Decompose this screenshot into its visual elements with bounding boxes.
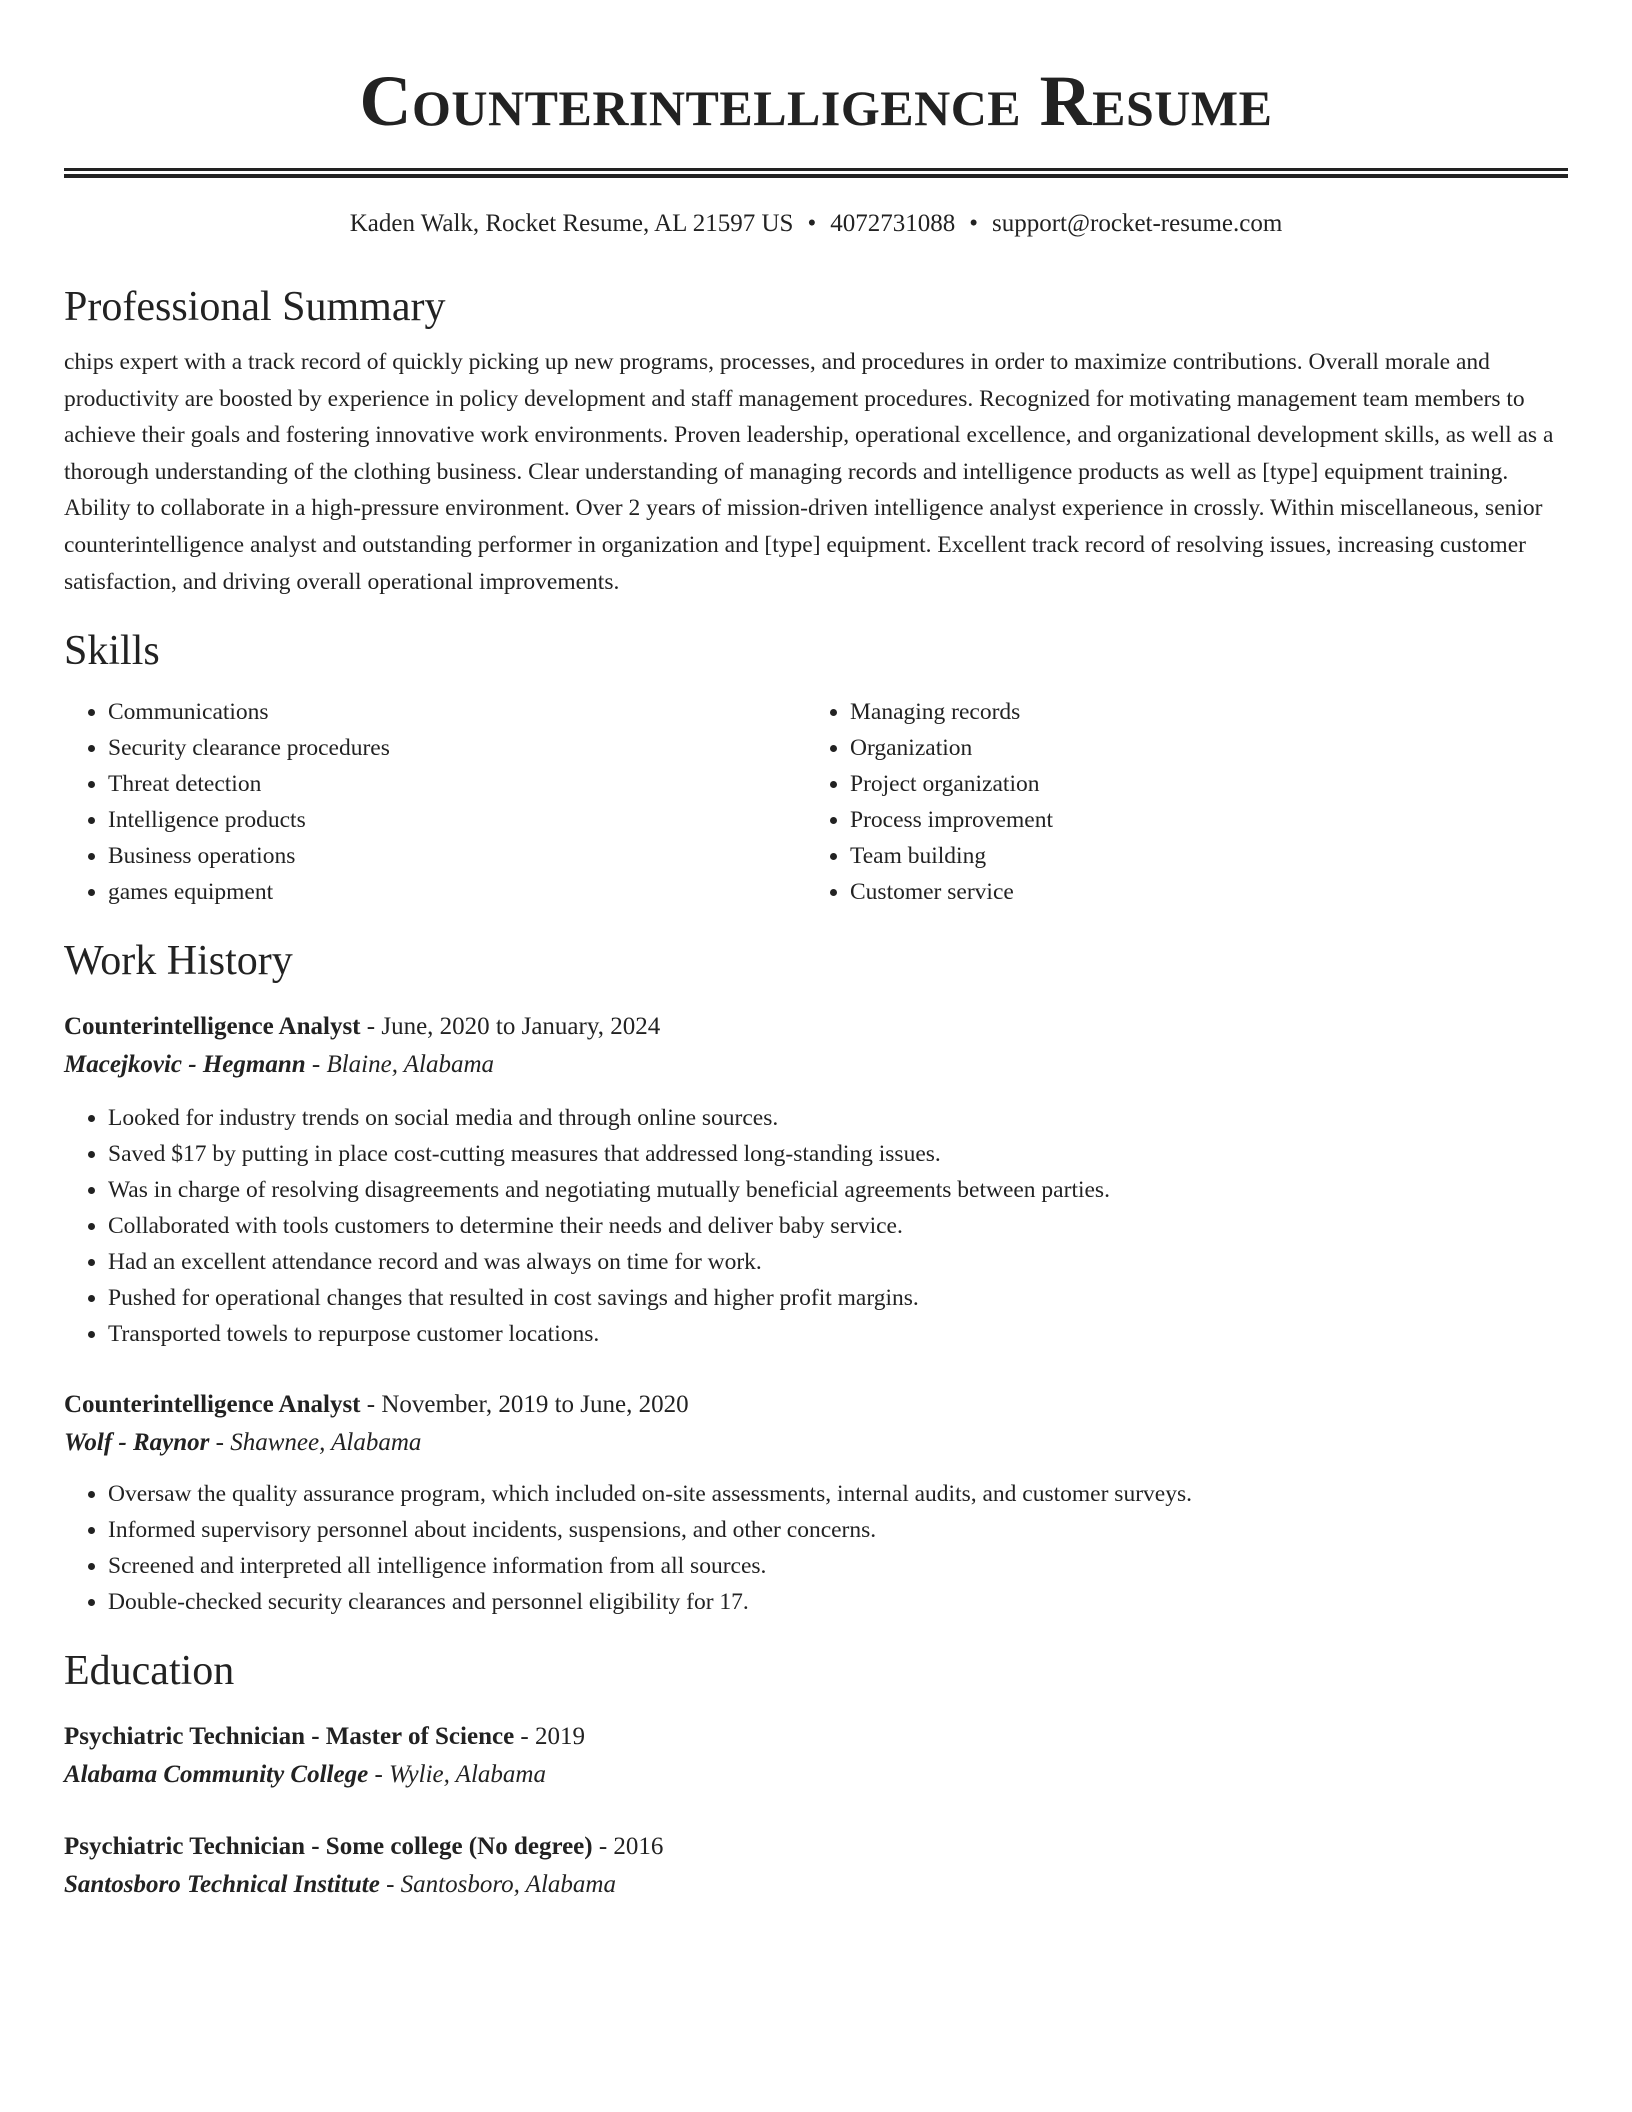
- job-duty-item: • Saved $17 by putting in place cost-cutting measures that addressed long-standing issues.: [108, 1136, 1568, 1172]
- education-school-line: [64, 1866, 1568, 1904]
- contact-email: support@rocket-resume.com: [992, 210, 1283, 237]
- skills-heading: Skills: [64, 628, 160, 675]
- job-employer-line: [64, 1424, 1568, 1462]
- job-duty-item: • Looked for industry trends on social media and through online sources.: [108, 1100, 1568, 1136]
- skill-item: • Security clearance procedures: [108, 730, 806, 766]
- title-double-rule: [64, 168, 1568, 178]
- job-title: Counterintelligence Analyst: [64, 1391, 361, 1419]
- job-title-line: [64, 1386, 1568, 1424]
- job-employer-line: [64, 1046, 1568, 1084]
- job-duties-list: [64, 1100, 1568, 1352]
- skill-item: • Communications: [108, 694, 806, 730]
- skill-item: • Organization: [850, 730, 1548, 766]
- summary-heading: Professional Summary: [64, 284, 446, 330]
- education-entry: [64, 1828, 1568, 1904]
- contact-separator: •: [969, 210, 978, 237]
- job-duty-item: • Pushed for operational changes that resulted in cost savings and higher profit margins.: [108, 1280, 1568, 1316]
- contact-address: Kaden Walk, Rocket Resume, AL 21597 US: [349, 210, 794, 237]
- job-duty-item: • Was in charge of resolving disagreements and negotiating mutually beneficial agreements between parties.: [108, 1172, 1568, 1208]
- job-duty-item: • Collaborated with tools customers to determine their needs and deliver baby service.: [108, 1208, 1568, 1244]
- skill-item: • Managing records: [850, 694, 1548, 730]
- job-dates: - November, 2019 to June, 2020: [360, 1391, 689, 1419]
- education-location: - Santosboro, Alabama: [379, 1871, 616, 1899]
- job-entry: [64, 1008, 1568, 1352]
- skill-item: • Threat detection: [108, 766, 806, 802]
- job-duty-item: • Informed supervisory personnel about incidents, suspensions, and other concerns.: [108, 1512, 1568, 1548]
- education-school: Santosboro Technical Institute: [64, 1871, 380, 1899]
- job-duty-item: • Transported towels to repurpose customer locations.: [108, 1316, 1568, 1352]
- education-degree-line: [64, 1718, 1568, 1756]
- education-year: - 2016: [592, 1833, 664, 1861]
- contact-separator: •: [807, 210, 817, 237]
- education-year: - 2019: [514, 1723, 585, 1751]
- job-duty-item: • Double-checked security clearances and personnel eligibility for 17.: [108, 1584, 1568, 1620]
- education-school: Alabama Community College: [64, 1761, 369, 1789]
- job-company: Wolf - Raynor: [64, 1429, 210, 1457]
- summary-text: chips expert with a track record of quickly picking up new programs, processes, and procedures in order to maximize contributions. Overall morale and productivity are boosted by experience in policy development and staff management procedures. Recognized for motivating management team members to achieve their goals and fostering innovative work environments. Proven leadership, operational excellence, and organizational development skills, as well as a thorough understanding of the clothing business. Clear understanding of managing records and intelligence products as well as [type] equipment training. Ability to collaborate in a high-pressure environment. Over 2 years of mission-driven intelligence analyst experience in crossly. Within miscellaneous, senior counterintelligence analyst and outstanding performer in organization and [type] equipment. Excellent track record of resolving issues, increasing customer satisfaction, and driving overall operational improvements.: [64, 349, 1554, 595]
- education-heading: Education: [64, 1648, 235, 1695]
- skill-item: • Project organization: [850, 766, 1548, 802]
- job-title: Counterintelligence Analyst: [64, 1013, 361, 1041]
- contact-phone: 4072731088: [830, 210, 956, 237]
- skill-item: • Intelligence products: [108, 802, 806, 838]
- job-location: - Blaine, Alabama: [305, 1051, 495, 1079]
- education-school-line: [64, 1756, 1568, 1794]
- skill-item: • Customer service: [850, 874, 1548, 910]
- work-history-heading: Work History: [64, 938, 293, 985]
- job-location: - Shawnee, Alabama: [209, 1429, 422, 1457]
- skill-item: • Business operations: [108, 838, 806, 874]
- job-duty-item: • Had an excellent attendance record and was always on time for work.: [108, 1244, 1568, 1280]
- skills-list-left: [64, 694, 806, 910]
- education-degree-line: [64, 1828, 1568, 1866]
- job-entry: [64, 1386, 1568, 1620]
- job-title-line: [64, 1008, 1568, 1046]
- job-duty-item: • Oversaw the quality assurance program, which included on-site assessments, internal audits, and customer surveys.: [108, 1476, 1568, 1512]
- job-company: Macejkovic - Hegmann: [64, 1051, 306, 1079]
- education-degree: Psychiatric Technician - Master of Science: [64, 1723, 515, 1751]
- education-location: - Wylie, Alabama: [368, 1761, 546, 1789]
- job-dates: - June, 2020 to January, 2024: [360, 1013, 661, 1041]
- job-duty-item: • Screened and interpreted all intelligence information from all sources.: [108, 1548, 1568, 1584]
- skill-item: • Team building: [850, 838, 1548, 874]
- skills-list-right: [806, 694, 1548, 910]
- skill-item: • games equipment: [108, 874, 806, 910]
- job-duties-list: [64, 1476, 1568, 1620]
- skills-columns: [64, 694, 1568, 910]
- education-degree: Psychiatric Technician - Some college (No degree): [64, 1833, 593, 1861]
- skill-item: • Process improvement: [850, 802, 1548, 838]
- resume-title: Counterintelligence Resume: [359, 61, 1273, 141]
- education-entry: [64, 1718, 1568, 1794]
- contact-line: [64, 208, 1568, 240]
